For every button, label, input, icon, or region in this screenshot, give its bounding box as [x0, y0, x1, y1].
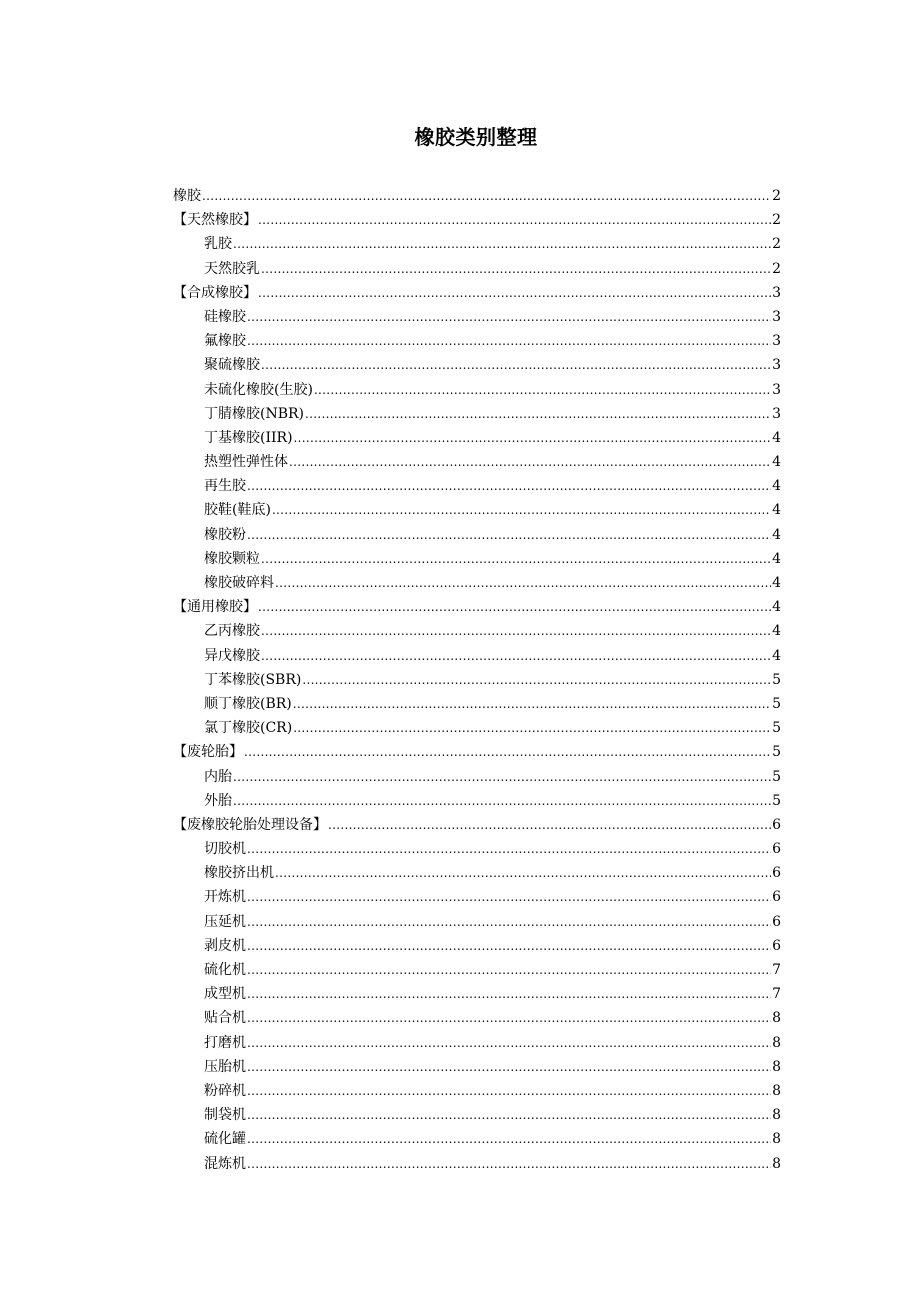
- toc-entry-label: 橡胶颗粒: [204, 550, 260, 567]
- toc-entry[interactable]: [173, 1127, 781, 1151]
- toc-entry[interactable]: [173, 547, 781, 571]
- toc-dot-leader: [247, 1031, 771, 1055]
- toc-entry[interactable]: [173, 692, 781, 716]
- document-title: 橡胶类别整理: [414, 125, 538, 149]
- toc-dot-leader: [202, 184, 771, 208]
- toc-entry-label: 天然胶乳: [204, 260, 260, 277]
- toc-dot-leader: [247, 958, 771, 982]
- toc-entry-label: 【废轮胎】: [173, 744, 243, 761]
- toc-entry[interactable]: [173, 184, 781, 208]
- toc-dot-leader: [261, 353, 771, 377]
- toc-entry-page-number: 6: [772, 865, 781, 882]
- toc-entry[interactable]: [173, 668, 781, 692]
- toc-dot-leader: [314, 378, 771, 402]
- toc-entry-label: 制袋机: [204, 1107, 246, 1124]
- toc-dot-leader: [305, 402, 771, 426]
- toc-entry-label: 【废橡胶轮胎处理设备】: [173, 816, 327, 833]
- toc-entry[interactable]: [173, 329, 781, 353]
- toc-entry[interactable]: [173, 934, 781, 958]
- toc-entry-label: 聚硫橡胶: [204, 357, 260, 374]
- toc-entry-page-number: 2: [772, 188, 781, 204]
- toc-entry-page-number: 5: [772, 720, 781, 737]
- toc-entry-page-number: 5: [772, 768, 781, 785]
- toc-entry-label: 【天然橡胶】: [173, 212, 257, 229]
- toc-entry-label: 内胎: [204, 768, 232, 785]
- toc-dot-leader: [247, 885, 771, 909]
- toc-entry-page-number: 7: [772, 986, 781, 1003]
- toc-entry-label: 丁腈橡胶(NBR): [204, 405, 305, 422]
- toc-entry[interactable]: [173, 305, 781, 329]
- toc-dot-leader: [289, 450, 771, 474]
- toc-entry-page-number: 5: [772, 744, 781, 761]
- toc-entry-page-number: 8: [772, 1082, 781, 1099]
- toc-entry-page-number: 6: [772, 841, 781, 858]
- toc-entry[interactable]: [173, 910, 781, 934]
- toc-entry[interactable]: [173, 498, 781, 522]
- toc-entry[interactable]: [173, 837, 781, 861]
- toc-entry-page-number: 8: [772, 1010, 781, 1027]
- toc-dot-leader: [275, 861, 771, 885]
- toc-entry-label: 硫化机: [204, 962, 246, 978]
- toc-entry-label: 成型机: [204, 986, 246, 1003]
- toc-entry[interactable]: [173, 765, 781, 789]
- toc-entry-label: 切胶机: [204, 841, 246, 858]
- toc-entry-label: 压延机: [204, 913, 246, 930]
- toc-entry-page-number: 4: [772, 526, 781, 543]
- toc-entry-label: 异戊橡胶: [204, 647, 260, 664]
- toc-entry-label: 硅橡胶: [204, 308, 246, 325]
- toc-entry-page-number: 4: [772, 550, 781, 567]
- toc-dot-leader: [294, 426, 772, 450]
- toc-entry-page-number: 2: [772, 236, 781, 253]
- toc-entry-page-number: 7: [772, 962, 781, 978]
- toc-entry-label: 开炼机: [204, 889, 246, 906]
- toc-entry-page-number: 3: [772, 333, 781, 350]
- toc-entry-page-number: 5: [772, 792, 781, 809]
- toc-entry[interactable]: [173, 958, 781, 982]
- toc-dot-leader: [247, 305, 771, 329]
- toc-dot-leader: [293, 692, 771, 716]
- toc-entry[interactable]: [173, 595, 781, 619]
- toc-entry-page-number: 4: [772, 478, 781, 495]
- toc-entry[interactable]: [173, 982, 781, 1006]
- table-of-contents: [173, 184, 781, 1176]
- toc-entry[interactable]: [173, 740, 781, 764]
- toc-entry-page-number: 5: [772, 695, 781, 712]
- toc-entry-label: 丁基橡胶(IIR): [204, 429, 293, 446]
- toc-entry[interactable]: [173, 281, 781, 305]
- toc-dot-leader: [275, 571, 771, 595]
- toc-dot-leader: [261, 619, 771, 643]
- toc-dot-leader: [247, 1127, 771, 1151]
- toc-entry-label: 顺丁橡胶(BR): [204, 695, 292, 712]
- toc-entry[interactable]: [173, 1055, 781, 1079]
- toc-entry-page-number: 3: [772, 284, 781, 301]
- toc-entry[interactable]: [173, 571, 781, 595]
- toc-entry-label: 硫化罐: [204, 1131, 246, 1148]
- toc-dot-leader: [233, 232, 771, 256]
- toc-entry-label: 氯丁橡胶(CR): [204, 720, 293, 737]
- toc-entry-label: 未硫化橡胶(生胶): [204, 381, 313, 398]
- toc-entry-page-number: 4: [772, 599, 781, 616]
- toc-entry-label: 橡胶挤出机: [204, 865, 274, 882]
- toc-entry-label: 橡胶: [173, 188, 201, 204]
- toc-entry-page-number: 3: [772, 357, 781, 374]
- toc-entry-label: 氟橡胶: [204, 333, 246, 350]
- toc-dot-leader: [261, 547, 771, 571]
- toc-entry-page-number: 4: [772, 454, 781, 471]
- toc-entry[interactable]: [173, 257, 781, 281]
- toc-entry[interactable]: [173, 716, 781, 740]
- toc-dot-leader: [247, 1079, 771, 1103]
- toc-dot-leader: [247, 1152, 771, 1176]
- toc-dot-leader: [233, 765, 771, 789]
- toc-entry[interactable]: [173, 1103, 781, 1127]
- toc-dot-leader: [258, 208, 771, 232]
- toc-dot-leader: [258, 595, 771, 619]
- toc-dot-leader: [247, 837, 771, 861]
- toc-dot-leader: [233, 789, 771, 813]
- toc-entry-page-number: 8: [772, 1155, 781, 1172]
- toc-dot-leader: [247, 1055, 771, 1079]
- toc-entry[interactable]: [173, 813, 781, 837]
- toc-entry[interactable]: [173, 1031, 781, 1055]
- toc-entry-page-number: 4: [772, 623, 781, 640]
- toc-entry-label: 橡胶破碎料: [204, 575, 274, 591]
- toc-dot-leader: [244, 740, 771, 764]
- toc-entry-page-number: 6: [772, 816, 781, 833]
- toc-dot-leader: [247, 910, 771, 934]
- toc-entry[interactable]: [173, 789, 781, 813]
- toc-entry[interactable]: [173, 619, 781, 643]
- toc-entry-label: 乳胶: [204, 236, 232, 253]
- toc-entry[interactable]: [173, 450, 781, 474]
- toc-dot-leader: [247, 523, 771, 547]
- toc-entry-page-number: 3: [772, 308, 781, 325]
- toc-entry-page-number: 3: [772, 405, 781, 422]
- toc-entry-label: 橡胶粉: [204, 526, 246, 543]
- toc-entry[interactable]: [173, 353, 781, 377]
- toc-entry-label: 【通用橡胶】: [173, 599, 257, 616]
- toc-entry-page-number: 8: [772, 1131, 781, 1148]
- toc-dot-leader: [247, 982, 771, 1006]
- toc-entry-label: 压胎机: [204, 1058, 246, 1075]
- toc-entry[interactable]: [173, 885, 781, 909]
- toc-dot-leader: [261, 644, 771, 668]
- toc-entry-label: 【合成橡胶】: [173, 284, 257, 301]
- toc-entry[interactable]: [173, 402, 781, 426]
- toc-entry-page-number: 4: [772, 429, 781, 446]
- toc-entry-label: 剥皮机: [204, 937, 246, 954]
- toc-entry-page-number: 8: [772, 1107, 781, 1124]
- toc-dot-leader: [302, 668, 771, 692]
- toc-dot-leader: [328, 813, 771, 837]
- toc-entry-page-number: 5: [772, 671, 781, 688]
- toc-entry-label: 外胎: [204, 792, 232, 809]
- toc-dot-leader: [247, 329, 771, 353]
- toc-entry[interactable]: [173, 426, 781, 450]
- toc-entry-page-number: 4: [772, 575, 781, 591]
- toc-entry[interactable]: [173, 1006, 781, 1030]
- toc-entry[interactable]: [173, 861, 781, 885]
- toc-entry-page-number: 6: [772, 937, 781, 954]
- toc-entry[interactable]: [173, 378, 781, 402]
- toc-entry[interactable]: [173, 1152, 781, 1176]
- toc-entry[interactable]: [173, 232, 781, 256]
- toc-dot-leader: [272, 498, 771, 522]
- toc-entry-label: 再生胶: [204, 478, 246, 495]
- toc-entry-label: 贴合机: [204, 1010, 246, 1027]
- toc-dot-leader: [258, 281, 771, 305]
- toc-entry-page-number: 2: [772, 212, 781, 229]
- toc-entry-page-number: 2: [772, 260, 781, 277]
- toc-entry[interactable]: [173, 1079, 781, 1103]
- toc-entry-label: 打磨机: [204, 1034, 246, 1051]
- toc-entry-label: 混炼机: [204, 1155, 246, 1172]
- toc-entry-label: 乙丙橡胶: [204, 623, 260, 640]
- toc-dot-leader: [261, 257, 771, 281]
- toc-entry-label: 胶鞋(鞋底): [204, 502, 271, 519]
- toc-dot-leader: [293, 716, 771, 740]
- toc-entry-page-number: 8: [772, 1034, 781, 1051]
- toc-entry-page-number: 6: [772, 889, 781, 906]
- toc-entry[interactable]: [173, 474, 781, 498]
- toc-entry[interactable]: [173, 208, 781, 232]
- toc-entry[interactable]: [173, 644, 781, 668]
- toc-entry-label: 丁苯橡胶(SBR): [204, 671, 302, 688]
- toc-entry-page-number: 4: [772, 647, 781, 664]
- toc-entry-label: 粉碎机: [204, 1082, 246, 1099]
- toc-entry-page-number: 3: [772, 381, 781, 398]
- toc-entry-page-number: 4: [772, 502, 781, 519]
- toc-dot-leader: [247, 474, 771, 498]
- toc-dot-leader: [247, 934, 771, 958]
- toc-entry-page-number: 8: [772, 1058, 781, 1075]
- toc-dot-leader: [247, 1103, 771, 1127]
- toc-dot-leader: [247, 1006, 771, 1030]
- toc-entry[interactable]: [173, 523, 781, 547]
- toc-entry-page-number: 6: [772, 913, 781, 930]
- toc-entry-label: 热塑性弹性体: [204, 454, 288, 471]
